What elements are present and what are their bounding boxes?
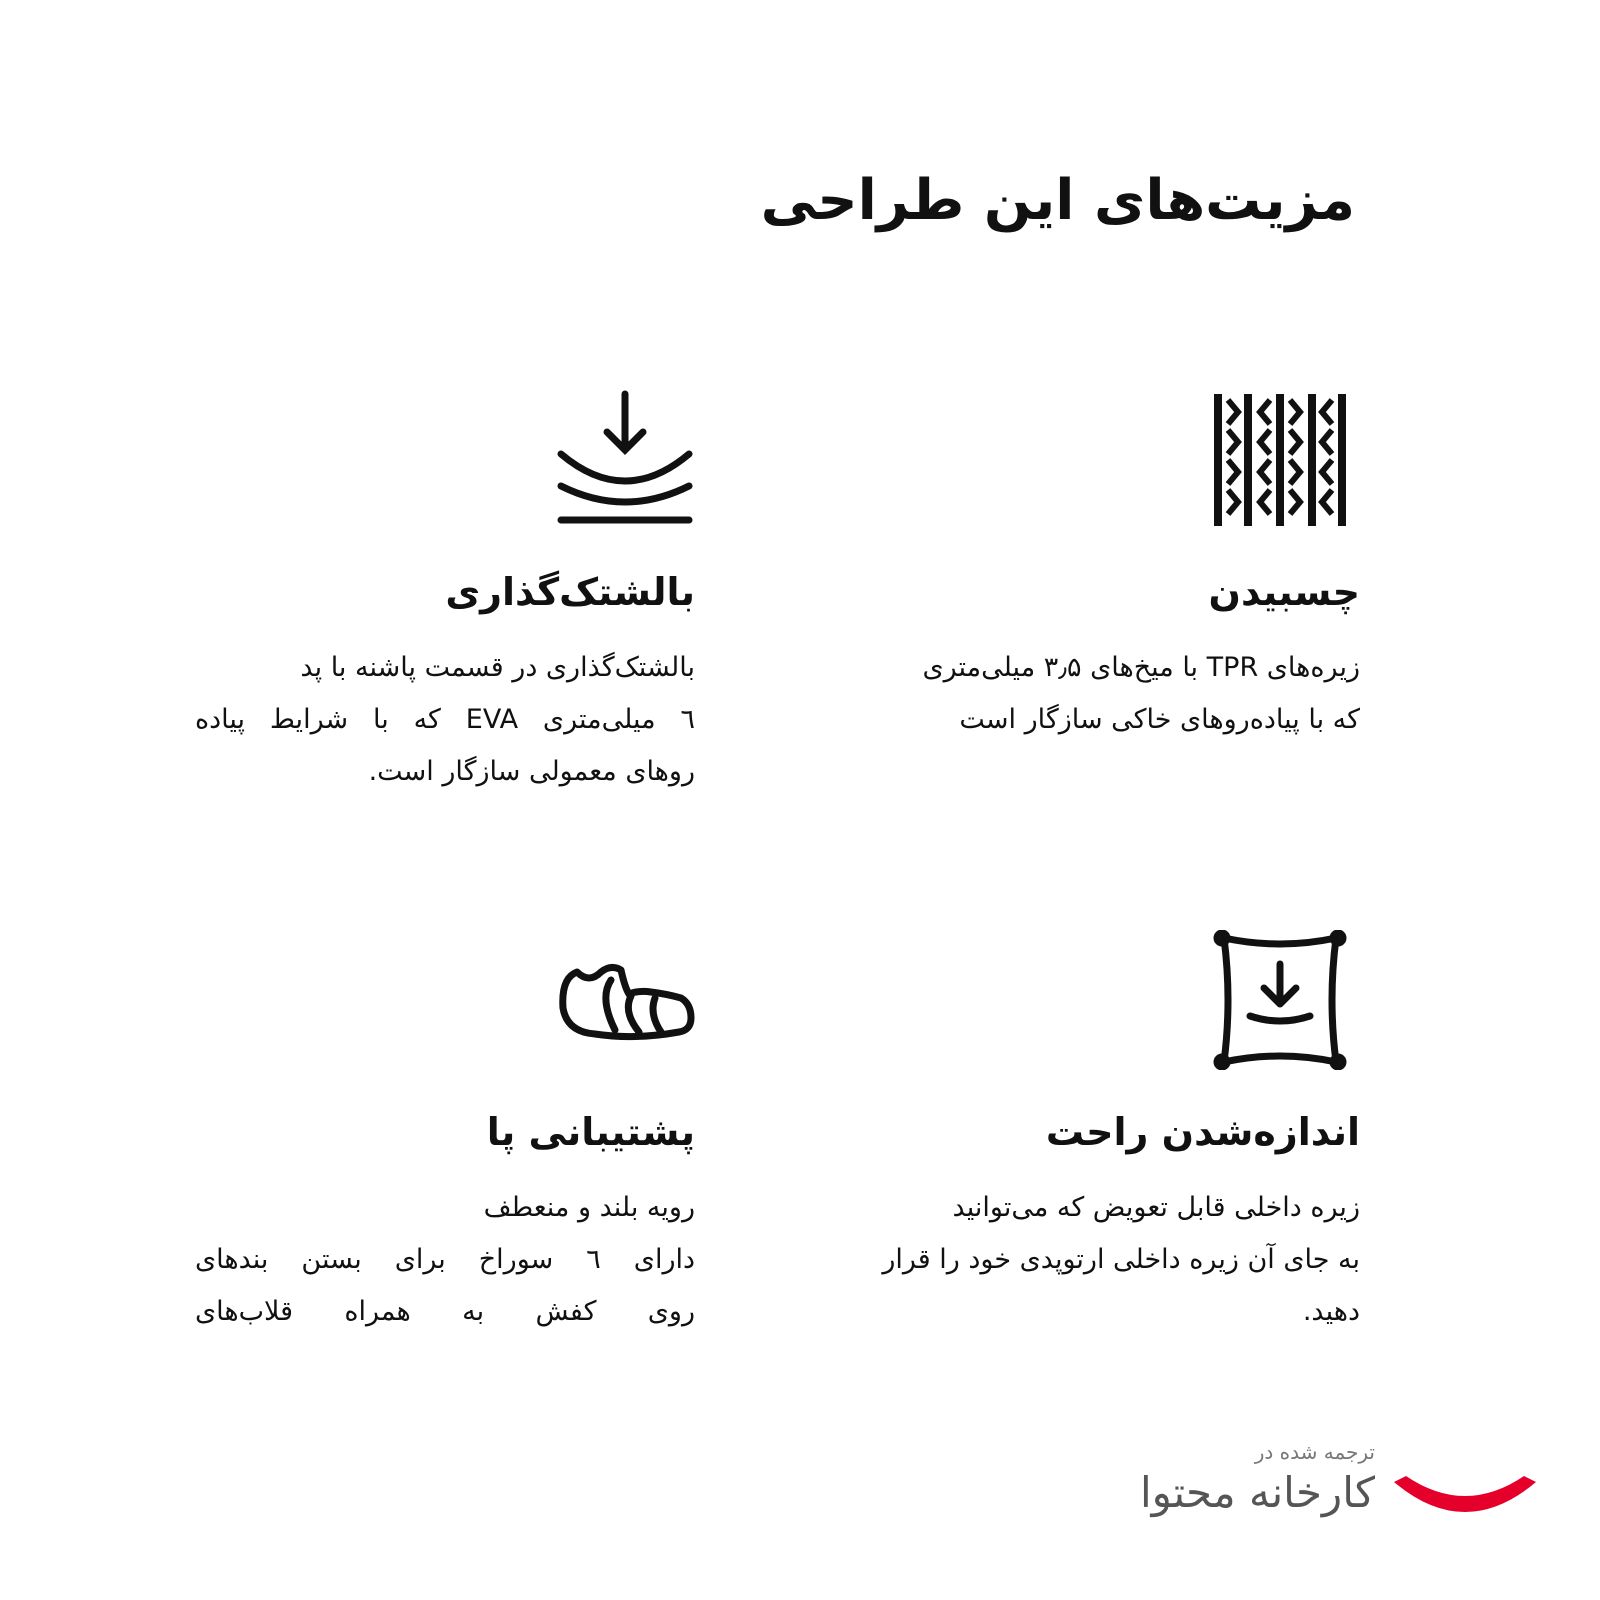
feature-fit	[860, 930, 1360, 1350]
brand-watermark	[1139, 1440, 1540, 1550]
feature-grip-line-1: زیره‌های TPR با میخ‌های ۳٫۵ میلی‌متری	[922, 652, 1360, 683]
feature-cushioning-description	[195, 642, 695, 798]
feature-grip-line-2: که با پیاده‌روهای خاکی سازگار است	[959, 704, 1360, 735]
pillow-insole-icon	[1210, 930, 1350, 1074]
feature-support-line-2: دارای ٦ سوراخ برای بستن بندهای	[195, 1244, 696, 1275]
feature-grip-title: چسبیدن	[1208, 570, 1360, 614]
page-title: مزیت‌های این طراحی	[760, 168, 1355, 233]
feature-fit-line-2: به جای آن زیره داخلی ارتوپدی خود را قرار	[882, 1244, 1360, 1275]
tire-tread-icon	[1210, 390, 1350, 534]
brand-name: کارخانه محتوا	[1139, 1468, 1375, 1517]
feature-cushioning-line-3: روهای معمولی سازگار است.	[368, 756, 695, 787]
feature-support-line-1: رویه بلند و منعطف	[483, 1192, 695, 1223]
feature-cushioning-line-1: بالشتک‌گذاری در قسمت پاشنه با پد	[300, 652, 695, 683]
feature-support-line-3: روی کفش به همراه قلاب‌های	[195, 1296, 695, 1327]
feature-cushioning	[195, 390, 695, 810]
feature-fit-line-1: زیره داخلی قابل تعویض که می‌توانید	[952, 1192, 1360, 1223]
feature-fit-description	[860, 1182, 1360, 1338]
feature-support-description	[195, 1182, 695, 1338]
smile-logo-icon	[1390, 1468, 1540, 1532]
feature-fit-line-3: دهید.	[1302, 1296, 1360, 1327]
brand-tagline: ترجمه شده در	[1254, 1440, 1375, 1464]
cushioning-arrow-icon	[555, 390, 695, 534]
feature-cushioning-line-2: ٦ میلی‌متری EVA که با شرایط پیاده	[195, 704, 696, 735]
shoe-support-icon	[555, 960, 695, 1054]
feature-fit-title: اندازه‌شدن راحت	[1045, 1110, 1360, 1154]
feature-cushioning-title: بالشتک‌گذاری	[445, 570, 695, 614]
feature-grip	[860, 390, 1360, 790]
feature-support-title: پشتیبانی پا	[486, 1110, 695, 1154]
feature-grip-description	[860, 642, 1360, 746]
feature-support	[195, 930, 695, 1350]
